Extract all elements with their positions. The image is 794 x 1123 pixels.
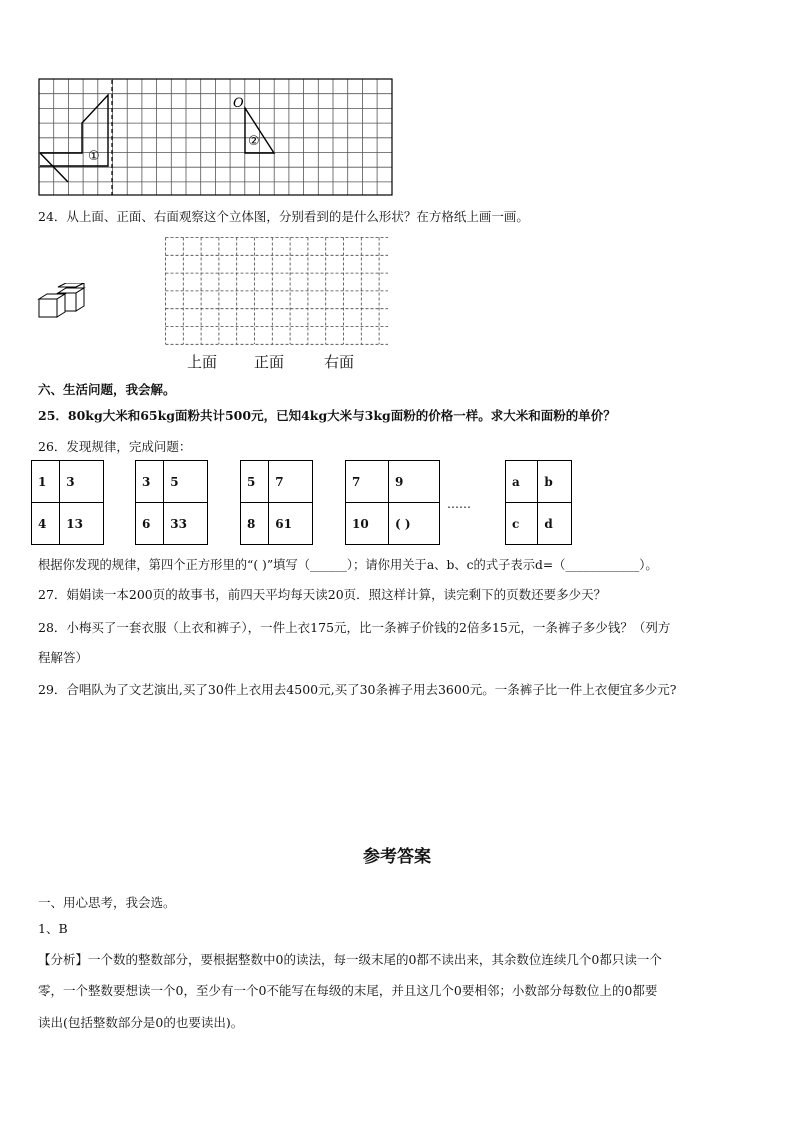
cell: 4: [32, 503, 60, 545]
cell: 13: [60, 503, 104, 545]
answer-blank-cell[interactable]: ( ): [389, 503, 440, 545]
cell: 7: [346, 461, 389, 503]
cell: 8: [241, 503, 269, 545]
question-29: 29．合唱队为了文艺演出,买了30件上衣用去4500元,买了30条裤子用去3600元。一条裤子比一件上衣便宜多少元?: [38, 682, 677, 697]
question-28-line1: 28．小梅买了一套衣服（上衣和裤子），一件上衣175元，比一条裤子价钱的2倍多15元，一条裤子多少钱？（列方: [38, 620, 671, 635]
cell: 33: [164, 503, 208, 545]
analysis-line-2: 零，一个整数要想读一个0，至少有一个0不能写在每级的末尾，并且这几个0要相邻；小数部分每数位上的0都要: [38, 983, 658, 998]
cell: 3: [136, 461, 164, 503]
label-right-view: 右面: [324, 353, 355, 371]
cell: a: [506, 461, 538, 503]
cell: b: [538, 461, 572, 503]
cube-stack-figure: [36, 283, 92, 323]
cell: 6: [136, 503, 164, 545]
answer-section-1: 一、用心思考，我会选。: [38, 895, 176, 910]
label-top-view: 上面: [187, 353, 218, 371]
question-28-line2: 程解答）: [38, 650, 89, 665]
pattern-square-3: [240, 460, 313, 545]
question-24: 24．从上面、正面、右面观察这个立体图，分别看到的是什么形状？在方格纸上画一画。: [38, 209, 529, 224]
section-6-heading: 六、生活问题，我会解。: [38, 382, 176, 397]
cell: 5: [241, 461, 269, 503]
transformation-grid-figure: [38, 78, 394, 198]
cell: 7: [269, 461, 313, 503]
cell: 3: [60, 461, 104, 503]
cell: c: [506, 503, 538, 545]
cell: d: [538, 503, 572, 545]
cell: 61: [269, 503, 313, 545]
ellipsis: ……: [447, 497, 471, 511]
question-26-rule: 根据你发现的规律，第四个正方形里的“( )”填写（______）；请你用关于a、b、c的式子表示d=（____________）。: [38, 558, 658, 572]
shape-2-label: ②: [248, 134, 260, 149]
question-26: 26．发现规律，完成问题：: [38, 439, 192, 454]
drawing-grid[interactable]: [165, 237, 389, 345]
answer-title: 参考答案: [363, 847, 431, 867]
pattern-square-5: [505, 460, 572, 545]
answer-1: 1、B: [38, 921, 68, 936]
pattern-square-1: [31, 460, 104, 545]
question-27: 27．娟娟读一本200页的故事书，前四天平均每天读20页．照这样计算，读完剩下的页数还要多少天？: [38, 587, 607, 602]
pattern-square-2: [135, 460, 208, 545]
question-25: 25．80kg大米和65kg面粉共计500元，已知4kg大米与3kg面粉的价格一样。求大米和面粉的单价？: [38, 408, 616, 423]
shape-1-label: ①: [88, 149, 100, 164]
cell: 10: [346, 503, 389, 545]
label-front-view: 正面: [254, 353, 285, 371]
cell: 5: [164, 461, 208, 503]
analysis-line-3: 读出(包括整数部分是0的也要读出)。: [38, 1015, 244, 1030]
point-o-label: O: [233, 96, 244, 111]
cell: 9: [389, 461, 440, 503]
pattern-square-4: [345, 460, 440, 545]
analysis-line-1: 【分析】一个数的整数部分，要根据整数中0的读法，每一级末尾的0都不读出来，其余数位连续几个0都只读一个: [38, 952, 662, 967]
cell: 1: [32, 461, 60, 503]
